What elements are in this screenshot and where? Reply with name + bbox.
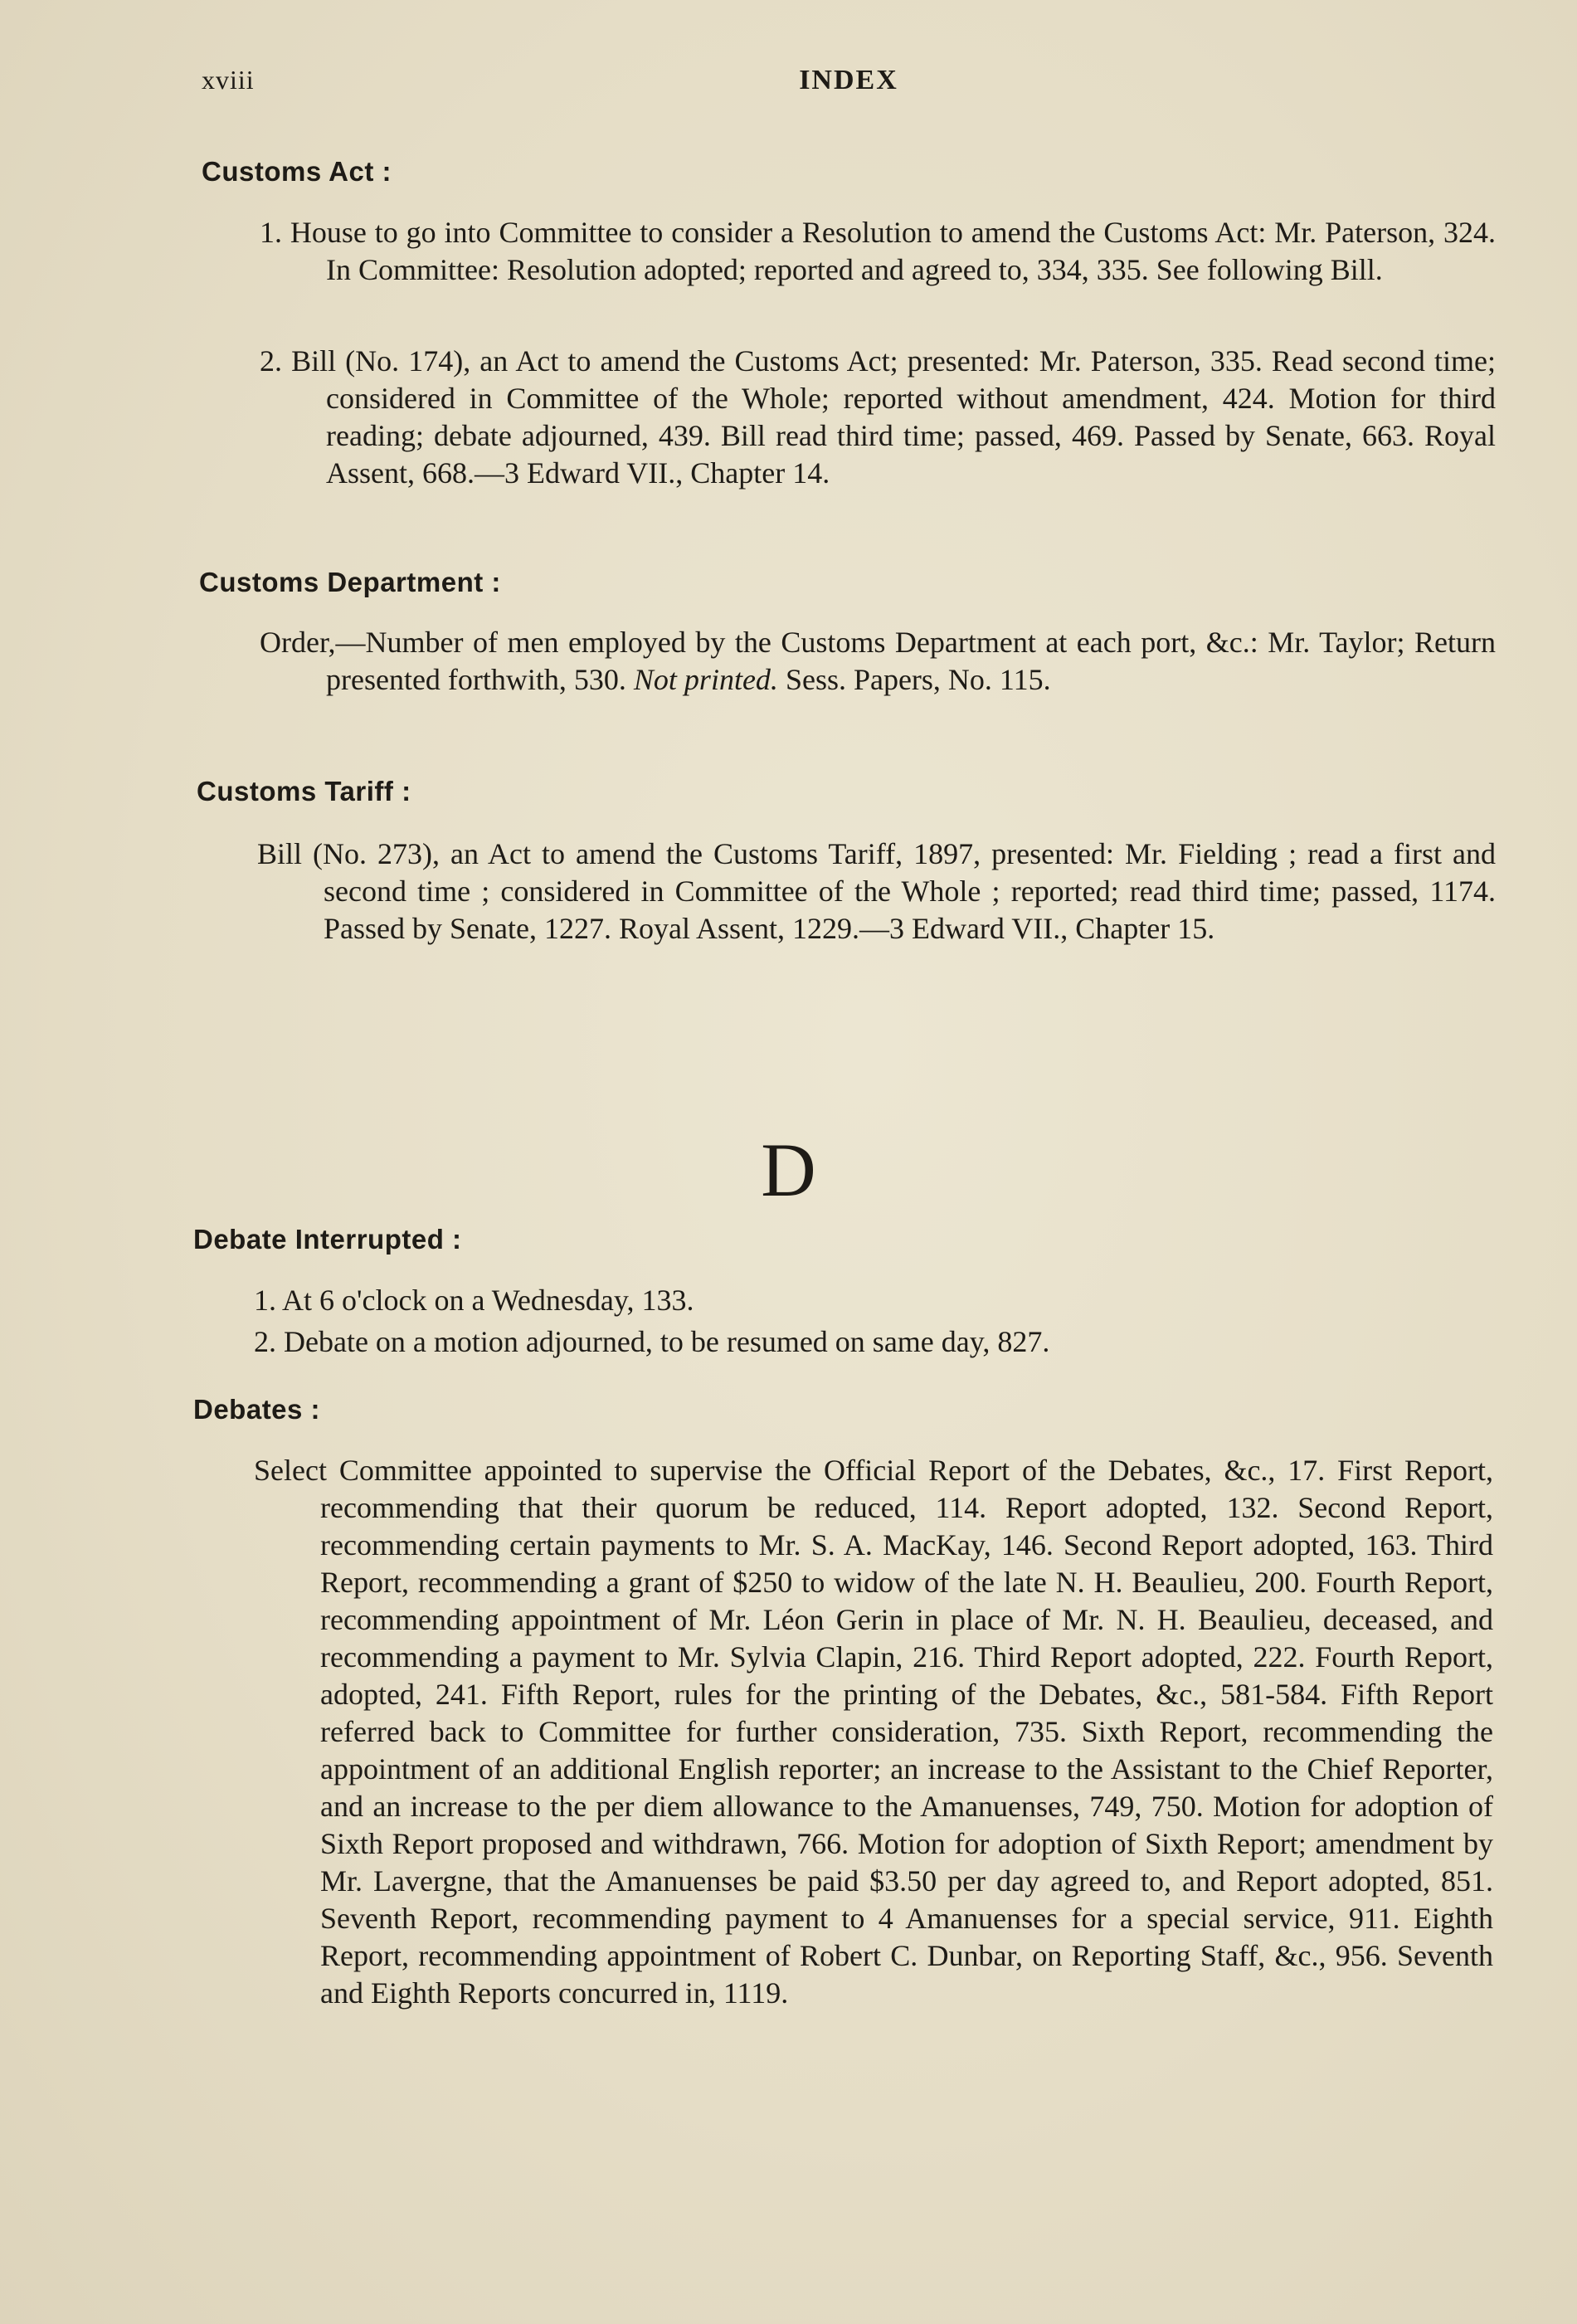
running-head [202, 65, 1496, 106]
not-printed-note: Not printed. [633, 663, 778, 696]
heading-debate-interrupted: Debate Interrupted : [193, 1224, 462, 1255]
sessional-paper-ref: Sess. Papers, No. 115. [785, 663, 1051, 696]
heading-customs-tariff: Customs Tariff : [197, 776, 411, 806]
heading-customs-act: Customs Act : [202, 156, 392, 187]
customs-department-entry [260, 624, 1496, 699]
heading-customs-department: Customs Department : [199, 567, 501, 597]
customs-tariff-entry: Bill (No. 273), an Act to amend the Customs Tariff, 1897, presented: Mr. Fielding ; read a first and second time ; considered in Committee of the Whole ; reported; read third time; passed, 1174. Passed by Senate, 1227. Royal Assent, 1229.—3 Edward VII., Chapter 15. [257, 837, 1496, 945]
running-title: INDEX [799, 65, 898, 95]
section-letter: D [761, 1128, 816, 1212]
customs-department-entry-text: Order,—Number of men employed by the Customs Department at each port, &c.: Mr. Taylor; Return presented forthwith, 530. [260, 626, 1496, 696]
debate-interrupted-entry-1: 1. At 6 o'clock on a Wednesday, 133. [254, 1284, 694, 1317]
heading-debates: Debates : [193, 1394, 321, 1425]
page-folio: xviii [202, 65, 255, 95]
customs-act-entry-1: 1. House to go into Committee to consider a Resolution to amend the Customs Act: Mr. Paterson, 324. In Committee: Resolution adopted; reported and agreed to, 334, 335. See following Bill. [260, 216, 1496, 286]
debates-entry: Select Committee appointed to supervise the Official Report of the Debates, &c., 17. First Report, recommending that their quorum be reduced, 114. Report adopted, 132. Second Report, recommending certain payments to Mr. S. A. MacKay, 146. Second Report adopted, 163. Third Report, recommending a grant of $250 to widow of the late N. H. Beaulieu, 200. Fourth Report, recommending appointment of Mr. Léon Gerin in place of Mr. N. H. Beaulieu, deceased, and recommending a payment to Mr. Sylvia Clapin, 216. Third Report adopted, 222. Fourth Report, adopted, 241. Fifth Report, rules for the printing of the Debates, &c., 581-584. Fifth Report referred back to Committee for further consideration, 735. Sixth Report, recommending the appointment of an additional English reporter; an increase to the Assistant to the Chief Reporter, and an increase to the per diem allowance to the Amanuenses, 749, 750. Motion for adoption of Sixth Report proposed and withdrawn, 766. Motion for adoption of Sixth Report; amendment by Mr. Lavergne, that the Amanuenses be paid $3.50 per day agreed to, and Report adopted, 851. Seventh Report, recommending payment to 4 Amanuenses for a special service, 911. Eighth Report, recommending appointment of Robert C. Dunbar, on Reporting Staff, &c., 956. Seventh and Eighth Reports concurred in, 1119. [254, 1454, 1493, 2010]
customs-act-entry-2: 2. Bill (No. 174), an Act to amend the Customs Act; presented: Mr. Paterson, 335. Read second time; considered in Committee of the Whole; reported without amendment, 424. Motion for third reading; debate adjourned, 439. Bill read third time; passed, 469. Passed by Senate, 663. Royal Assent, 668.—3 Edward VII., Chapter 14. [260, 344, 1496, 490]
debate-interrupted-entry-2: 2. Debate on a motion adjourned, to be resumed on same day, 827. [254, 1325, 1050, 1358]
